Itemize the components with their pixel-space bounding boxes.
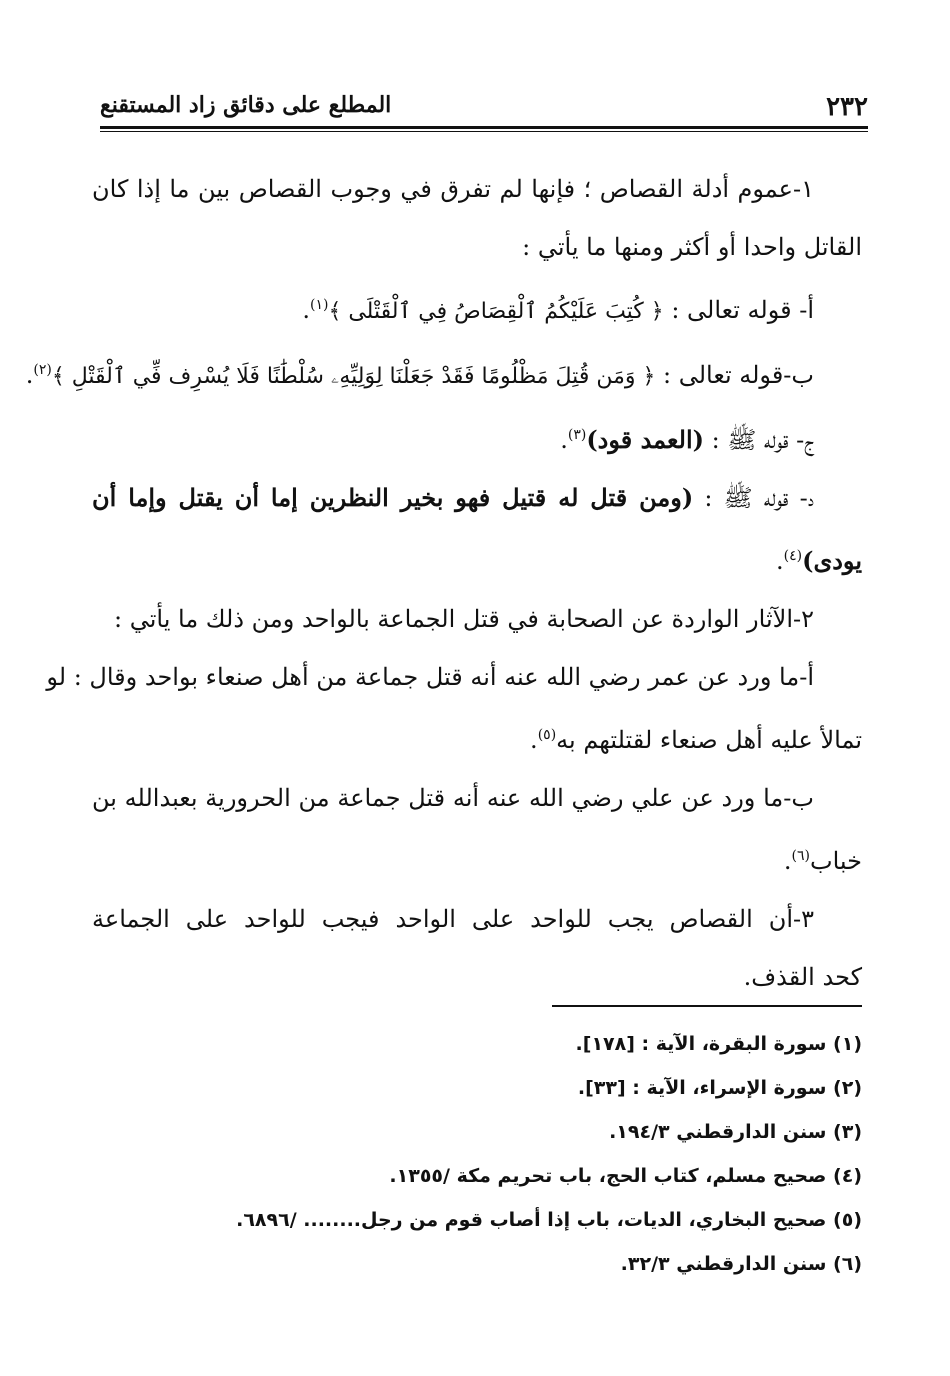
footnote-3: (٣) سنن الدارقطني ١٩٤/٣. (609, 1121, 862, 1143)
page-header (100, 92, 868, 130)
footnotes (92, 1022, 862, 1286)
item-d-line-1 (92, 469, 862, 527)
footnote-ref-2: (٢) (33, 362, 52, 378)
item-b-lead: ب-قوله تعالى : (663, 361, 814, 389)
quran-verse-a: ﴿ كُتِبَ عَلَيْكُمُ ٱلْقِصَاصُ فِي ٱلْقَتْلَى ﴾ (328, 299, 664, 324)
paragraph-3-line-1: ٣-أن القصاص يجب للواحد على الواحد فيجب للواحد على الجماعة (92, 905, 814, 933)
footnote-5: (٥) صحيح البخاري، الديات، باب إذا أصاب قوم من رجل........ /٦٨٩٦. (236, 1209, 862, 1231)
header-rule (100, 126, 868, 129)
hadith-c: (العمد قود) (586, 425, 704, 454)
footnote-1: (١) سورة البقرة، الآية : [١٧٨]. (575, 1033, 862, 1055)
item-e-line-2: تمالأ عليه أهل صنعاء لقتلتهم به$^{(٥)}$. (530, 726, 862, 754)
hadith-d-part-2: يودى) (802, 546, 862, 575)
footnote-separator (552, 1005, 862, 1007)
item-f-text: خباب (810, 847, 862, 875)
main-text (25, 160, 862, 1006)
hadith-d-part-1: (ومن قتل له قتيل فهو بخير النظرين إما أن يقتل وإما أن (92, 483, 694, 512)
footnote-2: (٢) سورة الإسراء، الآية : [٣٣]. (577, 1077, 862, 1099)
item-c-lead: ج- قوله ﷺ : (711, 426, 814, 454)
item-a-lead: أ- قوله تعالى : (671, 296, 814, 324)
paragraph-1-line-1: ١-عموم أدلة القصاص ؛ فإنها لم تفرق في وجوب القصاص بين ما إذا كان (92, 175, 815, 203)
footnote-ref-3: (٣) (567, 427, 587, 443)
footnote-ref-6: (٦) (791, 848, 811, 864)
item-d-line-2: يودى)$^{(٤)}$. (775, 546, 862, 575)
footnote-ref-4: (٤) (783, 548, 803, 564)
paragraph-1-line-2: القاتل واحدا أو أكثر ومنها ما يأتي : (522, 233, 862, 261)
item-f-line-1: ب-ما ورد عن علي رضي الله عنه أنه قتل جماعة من الحرورية بعبدالله بن (92, 784, 814, 812)
footnote-ref-1: (١) (309, 297, 329, 313)
item-e-line-1: أ-ما ورد عن عمر رضي الله عنه أنه قتل جماعة من أهل صنعاء بواحد وقال : لو (46, 663, 814, 691)
paragraph-2: ٢-الآثار الواردة عن الصحابة في قتل الجماعة بالواحد ومن ذلك ما يأتي : (113, 605, 814, 633)
quran-verse-b: ﴿ وَمَن قُتِلَ مَظْلُومًا فَقَدْ جَعَلْنَا لِوَلِيِّهِۦ سُلْطَٰنًا فَلَا يُسْرِف فِّي ٱلْقَتْلِ ﴾ (51, 364, 656, 389)
item-f-line-2: خباب$^{(٦)}$. (783, 847, 862, 875)
page-number: ٢٣٢ (826, 92, 868, 122)
item-e-text: تمالأ عليه أهل صنعاء لقتلتهم به (556, 726, 862, 754)
footnote-ref-5: (٥) (537, 727, 557, 743)
footnote-6: (٦) سنن الدارقطني ٣٢/٣. (620, 1253, 862, 1275)
item-a: أ- قوله تعالى : ﴿ كُتِبَ عَلَيْكُمُ ٱلْقِصَاصُ فِي ٱلْقَتْلَى ﴾$^{(١)}$. (302, 296, 814, 324)
item-b: ب-قوله تعالى : ﴿ وَمَن قُتِلَ مَظْلُومًا فَقَدْ جَعَلْنَا لِوَلِيِّهِۦ سُلْطَٰنًا فَلَا يُسْرِف فِّي ٱلْقَتْلِ ﴾$^{(٢)}$. (25, 361, 814, 389)
footnote-4: (٤) صحيح مسلم، كتاب الحج، باب تحريم مكة /١٣٥٥. (389, 1165, 862, 1187)
item-d-lead: د- قوله ﷺ : (704, 484, 814, 512)
running-title: المطلع على دقائق زاد المستقنع (100, 92, 392, 118)
paragraph-3-line-2: كحد القذف. (743, 963, 862, 991)
item-c: ج- قوله ﷺ : (العمد قود)$^{(٣)}$. (560, 425, 814, 454)
header-rule-thin (100, 131, 868, 132)
